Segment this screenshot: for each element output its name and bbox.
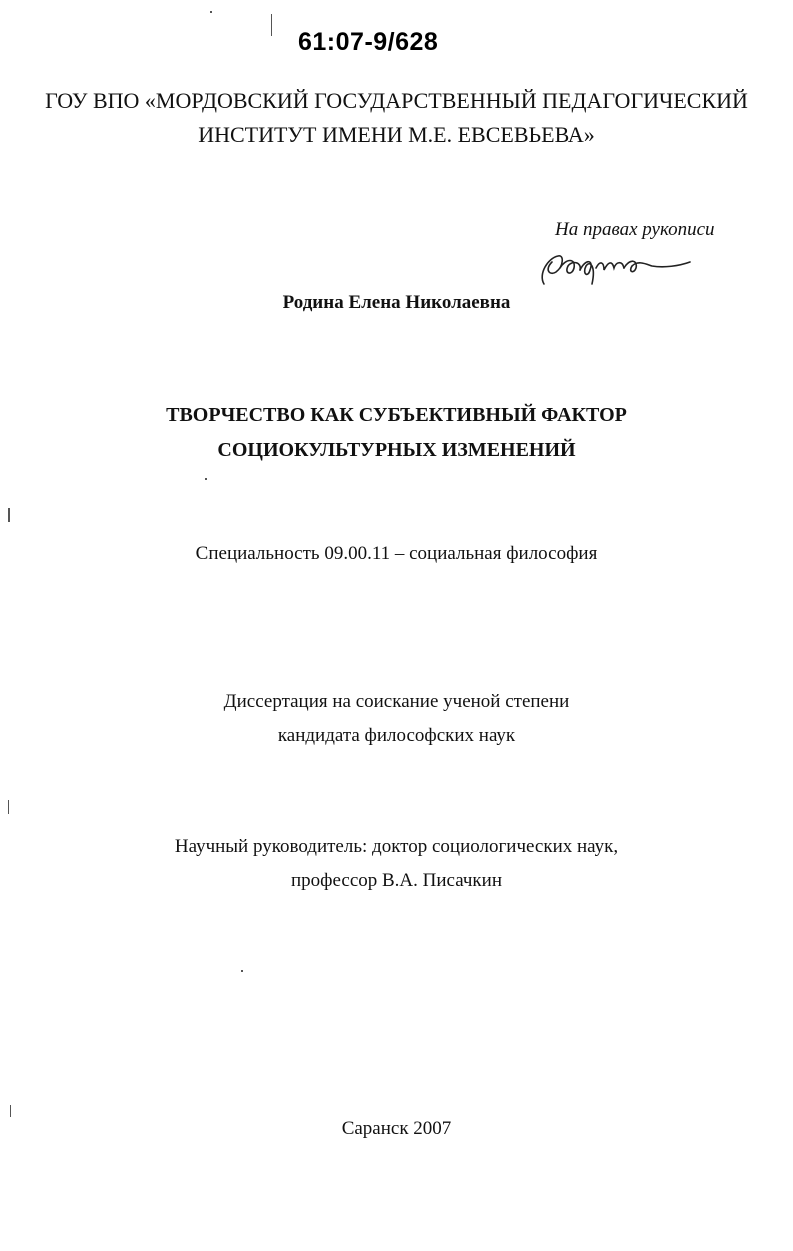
degree-line-1: Диссертация на соискание ученой степени xyxy=(223,691,570,712)
scan-mark xyxy=(205,478,207,480)
scan-mark xyxy=(8,800,9,814)
scan-mark xyxy=(210,11,212,13)
institution-line-2: ИНСТИТУТ ИМЕНИ М.Е. ЕВСЕВЬЕВА» xyxy=(198,122,595,147)
supervisor-line-1: Научный руководитель: доктор социологических наук, xyxy=(174,836,619,857)
scientific-supervisor xyxy=(0,830,793,898)
title-line-2: СОЦИОКУЛЬТУРНЫХ ИЗМЕНЕНИЙ xyxy=(217,439,576,461)
manuscript-rights-note: На правах рукописи xyxy=(555,219,715,240)
title-line-1: ТВОРЧЕСТВО КАК СУБЪЕКТИВНЫЙ ФАКТОР xyxy=(166,404,627,426)
catalog-number: 61:07-9/628 xyxy=(298,28,439,56)
institution-line-1: ГОУ ВПО «МОРДОВСКИЙ ГОСУДАРСТВЕННЫЙ ПЕДАГОГИЧЕСКИЙ xyxy=(45,88,748,113)
supervisor-line-2: профессор В.А. Писачкин xyxy=(291,870,502,891)
degree-statement xyxy=(0,685,793,753)
scan-mark xyxy=(8,508,10,522)
specialty: Специальность 09.00.11 – социальная философия xyxy=(195,543,598,564)
scan-mark xyxy=(10,1105,11,1117)
dissertation-title xyxy=(0,398,793,468)
handwritten-signature xyxy=(534,244,694,288)
scan-mark xyxy=(271,14,272,36)
degree-line-2: кандидата философских наук xyxy=(277,725,516,746)
city-year: Саранск 2007 xyxy=(341,1118,452,1139)
institution-name xyxy=(0,84,793,152)
scan-mark xyxy=(241,970,243,972)
author-name: Родина Елена Николаевна xyxy=(282,292,511,313)
